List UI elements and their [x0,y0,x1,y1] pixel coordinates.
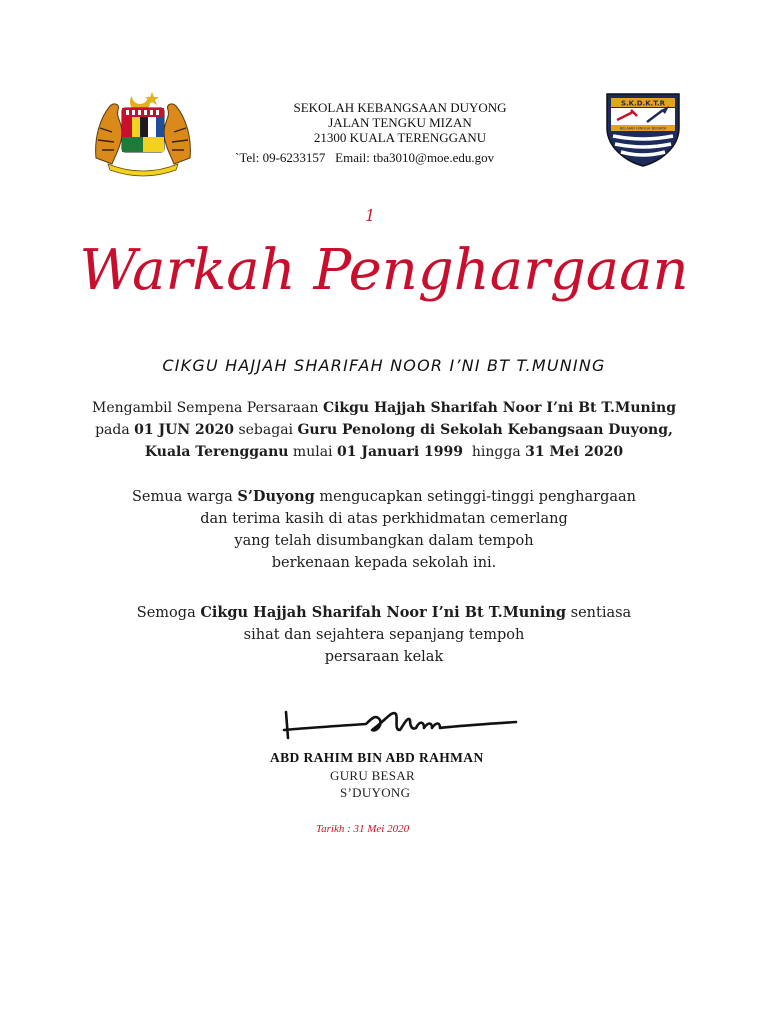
paragraph-retirement [60,397,708,463]
p3-text: sentiasa [566,605,632,621]
certificate-title: Warkah Penghargaan [79,238,689,303]
signatory-position: GURU BESAR [330,768,415,783]
p2-bold-school: S’Duyong [237,488,315,505]
p1-text: Mengambil Sempena Persaraan [91,400,323,416]
p1-text: pada [95,422,135,438]
school-crest-motto: BELAJAR HINGGA BERJAYA [619,126,667,131]
title-mark: 1 [365,206,376,225]
p1-bold-name: Cikgu Hajjah Sharifah Noor I’ni Bt T.Muning [322,400,677,416]
p1-bold-end: 31 Mei 2020 [525,444,624,460]
school-postcode-city: 21300 KUALA TERENGGANU [313,130,487,145]
date-line: Tarikh : 31 Mei 2020 [316,823,410,835]
p2-line: berkenaan kepada sekolah ini. [271,555,497,571]
signatory-name: ABD RAHIM BIN ABD RAHMAN [270,750,484,765]
school-street: JALAN TENGKU MIZAN [328,115,472,130]
p2-line: yang telah disumbangkan dalam tempoh [234,533,534,549]
p3-line: sihat dan sejahtera sepanjang tempoh [243,627,525,643]
p1-bold-date: 01 JUN 2020 [134,422,234,438]
p1-bold-city: Kuala Terengganu [144,444,289,460]
p3-text: Semoga [136,605,201,621]
p2-text: mengucapkan setinggi-tinggi penghargaan [314,489,636,505]
p2-text: Semua warga [132,489,238,505]
p1-bold-role: Guru Penolong di Sekolah Kebangsaan Duyong, [297,422,673,438]
p2-line: dan terima kasih di atas perkhidmatan cemerlang [200,511,568,527]
p1-text: sebagai [234,422,298,438]
school-crest-text: S.K.D.K.T.R [620,99,666,108]
coat-of-arms-logo [92,88,194,178]
p1-bold-start: 01 Januari 1999 [336,444,463,460]
school-name: SEKOLAH KEBANGSAAN DUYONG [293,100,507,115]
paragraph-wishes [60,602,708,668]
p1-text: hingga [463,444,526,460]
p3-bold-name: Cikgu Hajjah Sharifah Noor I’ni Bt T.Muning [200,604,567,621]
signature [276,700,526,750]
school-crest-logo [603,92,683,168]
paragraph-appreciation [60,486,708,574]
honoree-name: CIKGU HAJJAH SHARIFAH NOOR I’NI BT T.MUNING [162,356,606,375]
p1-text: mulai [288,444,337,460]
p3-line: persaraan kelak [324,649,444,665]
signatory-school: S’DUYONG [340,785,411,800]
school-contact: `Tel: 09-6233157 Email: tba3010@moe.edu.gov [235,150,495,165]
